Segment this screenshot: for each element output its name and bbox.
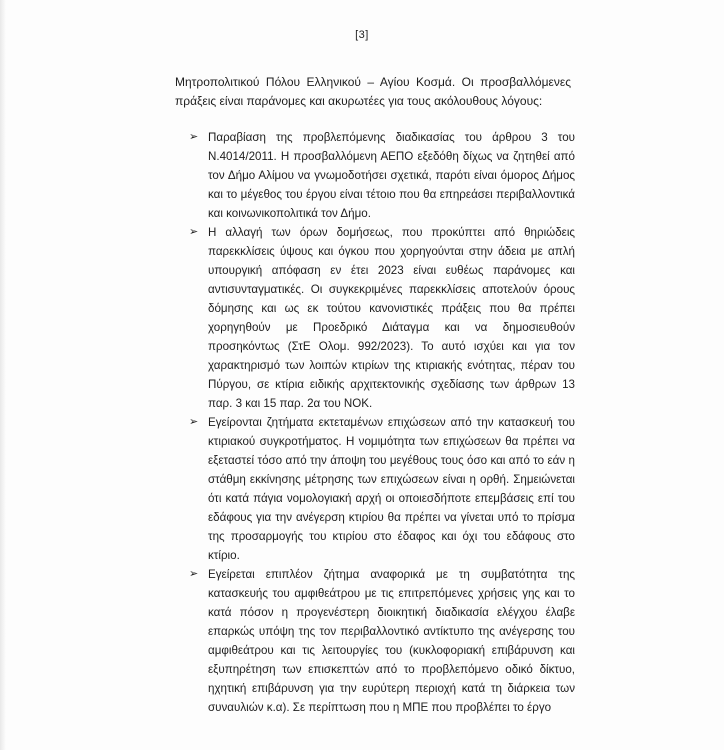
scan-shadow [0, 0, 6, 750]
arrow-bullet-icon: ➢ [189, 416, 199, 428]
bullet-text: Παραβίαση της προβλεπόμενης διαδικασίας του άρθρου 3 του Ν.4014/2011. Η προσβαλλόμενη ΑΕΠΟ εξεδόθη δίχως να ζητηθεί από τον Δήμο Αλίμου να γνωμοδοτήσει σχετικά, παρότι είναι όμορος Δήμος και το μέγεθος του έργου είναι τέτοιο που θα επηρεάσει περιβαλλοντικά και κοινωνικοπολιτικά τον Δήμο. [208, 131, 575, 220]
ground-procedure-violation [189, 128, 575, 223]
ground-building-terms [189, 223, 575, 413]
page-number: [3] [355, 29, 369, 41]
ground-landfill [189, 413, 575, 565]
arrow-bullet-icon: ➢ [189, 568, 199, 580]
ground-amphitheater [189, 565, 575, 717]
bullet-text: Η αλλαγή των όρων δομήσεως, που προκύπτει από θηριώδεις παρεκκλίσεις ύψους και όγκου που χορηγούνται στην άδεια με απλή υπουργική απόφαση εν έτει 2023 είναι ευθέως παράνομες και αντισυνταγματικές. Οι συγκεκριμένες παρεκκλίσεις αποτελούν όρους δόμησης και ως εκ τούτου κανονιστικές πράξεις που θα πρέπει χορηγηθούν με Προεδρικό Διάταγμα και να δημοσιευθούν προσηκόντως (ΣτΕ Ολομ. 992/2023). Το αυτό ισχύει και για τον χαρακτηρισμό των λοιπών κτιρίων της κτιριακής ενότητας, πέραν του Πύργου, σε κτίρια ειδικής αρχιτεκτονικής σχεδίασης των άρθρων 13 παρ. 3 και 15 παρ. 2α του ΝΟΚ. [208, 226, 575, 410]
arrow-bullet-icon: ➢ [189, 226, 199, 238]
arrow-bullet-icon: ➢ [189, 131, 199, 143]
intro-paragraph: Μητροπολιτικού Πόλου Ελληνικού – Αγίου Κοσμά. Οι προσβαλλόμενες πράξεις είναι παράνομες και ακυρωτέες για τους ακόλουθους λόγους: [175, 75, 571, 108]
grounds-list [189, 128, 575, 717]
bullet-text: Εγείρονται ζητήματα εκτεταμένων επιχώσεων από την κατασκευή του κτιριακού συγκροτήματος. Η νομιμότητα των επιχώσεων θα πρέπει να εξεταστεί τόσο από την άποψη του μεγέθους τους όσο και από το εάν η στάθμη εκκίνησης μέτρησης των επιχώσεων είναι η ορθή. Σημειώνεται ότι κατά πάγια νομολογιακή αρχή οι οποιεσδήποτε επεμβάσεις επί του εδάφους για την ανέγερση κτιρίου θα πρέπει να γίνεται υπό το πρίσμα της προσαρμογής του κτιρίου στο έδαφος και όχι του εδάφους στο κτίριο. [208, 416, 575, 562]
bullet-text: Εγείρεται επιπλέον ζήτημα αναφορικά με τη συμβατότητα της κατασκευής του αμφιθεάτρου με τις επιτρεπόμενες χρήσεις γης και το κατά πόσον η προγενέστερη διοικητική διαδικασία ελέγχου έλαβε επαρκώς υπόψη της τον περιβαλλοντικό αντίκτυπο της ανέγερσης του αμφιθεάτρου και τις λειτουργίες του (κυκλοφοριακή επιβάρυνση και εξυπηρέτηση των επισκεπτών από το προβλεπόμενο οδικό δίκτυο, ηχητική επιβάρυνση για την ευρύτερη περιοχή κατά τη διάρκεια των συναυλιών κ.α). Σε περίπτωση που η ΜΠΕ που προβλέπει το έργο [208, 568, 575, 714]
